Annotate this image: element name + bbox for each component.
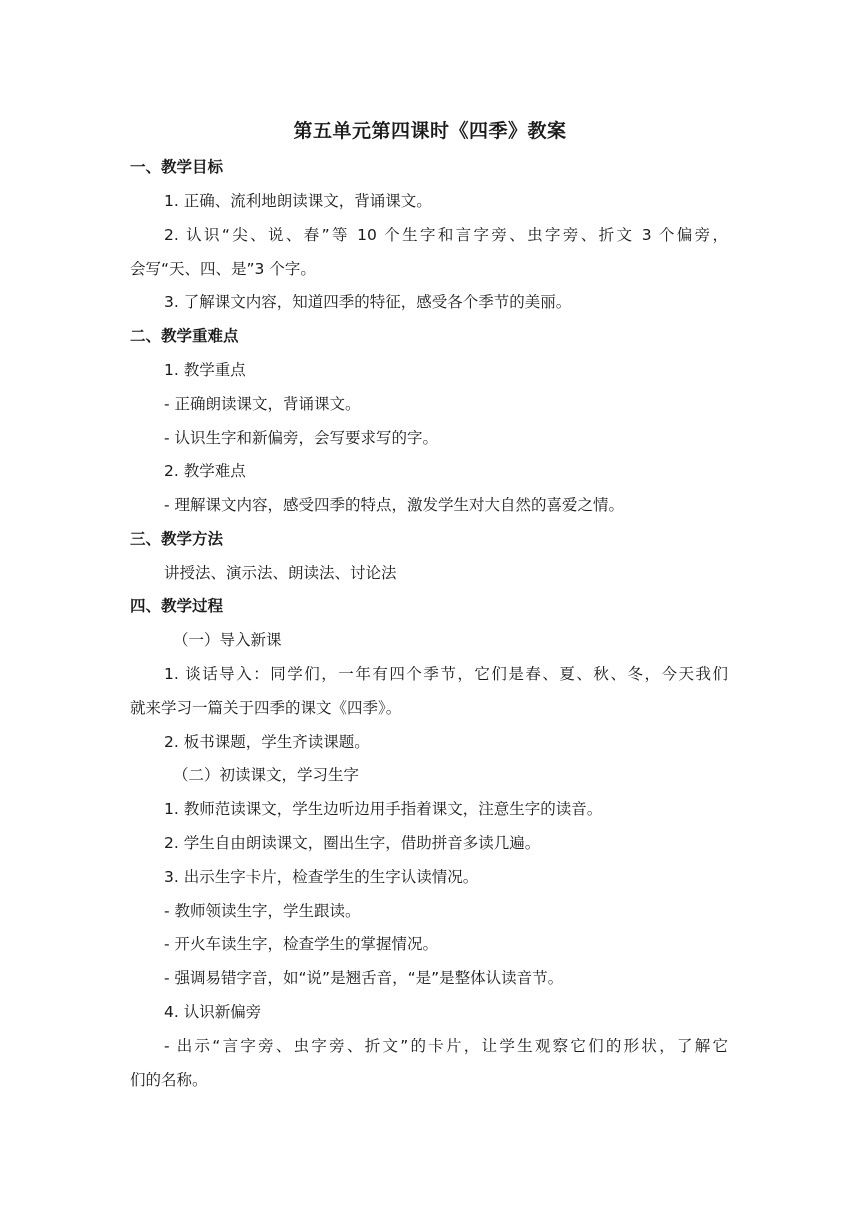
subheading-first-reading: （二）初读课文，学习生字 bbox=[173, 766, 360, 784]
reading-subitem-3: - 强调易错字音，如“说”是翘舌音，“是”是整体认读音节。 bbox=[164, 969, 564, 987]
objective-item-2: 2. 认识“尖、说、春”等 10 个生字和言字旁、虫字旁、折文 3 个偏旁， bbox=[164, 226, 728, 244]
reading-subitem-1: - 教师领读生字，学生跟读。 bbox=[164, 902, 361, 920]
methods-text: 讲授法、演示法、朗读法、讨论法 bbox=[164, 564, 397, 582]
objective-item-3: 3. 了解课文内容，知道四季的特征，感受各个季节的美丽。 bbox=[164, 293, 572, 311]
key-point-item-1: - 正确朗读课文，背诵课文。 bbox=[164, 395, 361, 413]
section-heading-objectives: 一、教学目标 bbox=[130, 158, 224, 176]
radical-subitem-1: - 出示“言字旁、虫字旁、折文”的卡片，让学生观察它们的形状，了解它 bbox=[164, 1037, 728, 1055]
subheading-key-points: 1. 教学重点 bbox=[164, 361, 246, 379]
key-point-item-2: - 认识生字和新偏旁，会写要求写的字。 bbox=[164, 429, 439, 447]
difficult-point-item-1: - 理解课文内容，感受四季的特点，激发学生对大自然的喜爱之情。 bbox=[164, 496, 625, 514]
reading-item-4: 4. 认识新偏旁 bbox=[164, 1003, 262, 1021]
reading-item-1: 1. 教师范读课文，学生边听边用手指着课文，注意生字的读音。 bbox=[164, 800, 603, 818]
reading-item-2: 2. 学生自由朗读课文，圈出生字，借助拼音多读几遍。 bbox=[164, 834, 541, 852]
subheading-difficult-points: 2. 教学难点 bbox=[164, 462, 246, 480]
objective-item-1: 1. 正确、流利地朗读课文，背诵课文。 bbox=[164, 192, 432, 210]
radical-subitem-1-continued: 们的名称。 bbox=[130, 1071, 208, 1089]
process-intro-item-1-continued: 就来学习一篇关于四季的课文《四季》。 bbox=[130, 699, 402, 717]
reading-item-3: 3. 出示生字卡片，检查学生的生字认读情况。 bbox=[164, 868, 479, 886]
section-heading-methods: 三、教学方法 bbox=[130, 530, 224, 548]
section-heading-key-points: 二、教学重难点 bbox=[130, 327, 239, 345]
process-intro-item-1: 1. 谈话导入：同学们，一年有四个季节，它们是春、夏、秋、冬，今天我们 bbox=[164, 665, 728, 683]
subheading-introduction: （一）导入新课 bbox=[173, 631, 282, 649]
process-intro-item-2: 2. 板书课题，学生齐读课题。 bbox=[164, 733, 370, 751]
document-title: 第五单元第四课时《四季》教案 bbox=[293, 120, 567, 142]
reading-subitem-2: - 开火车读生字，检查学生的掌握情况。 bbox=[164, 935, 439, 953]
objective-item-2-continued: 会写“天、四、是”3 个字。 bbox=[130, 260, 316, 278]
section-heading-process: 四、教学过程 bbox=[130, 597, 224, 615]
